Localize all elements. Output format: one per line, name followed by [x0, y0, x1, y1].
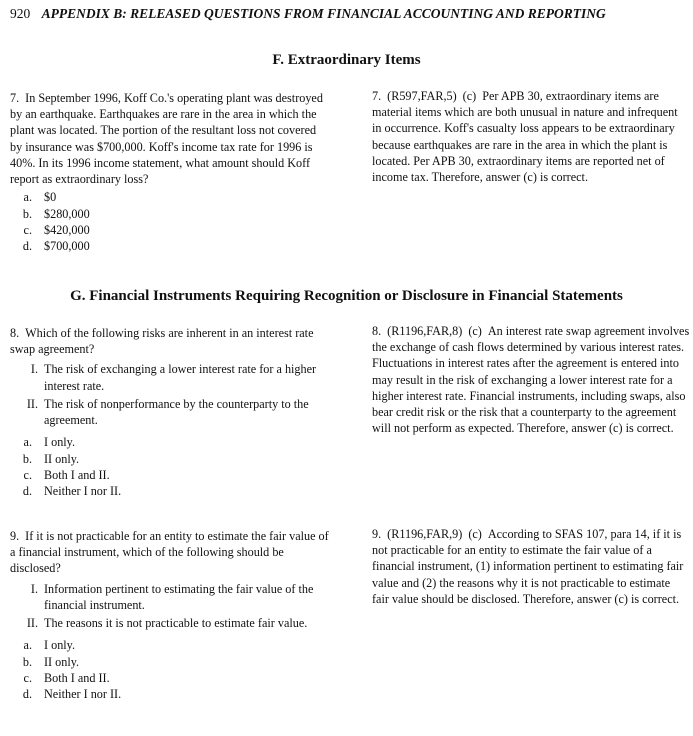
choice-text: II only.	[44, 451, 80, 466]
choice-text: $0	[44, 190, 57, 205]
question-8-choices	[10, 434, 330, 500]
answer-8	[372, 323, 690, 436]
statement-item	[10, 581, 330, 613]
statement-text: The reasons it is not practicable to estimate fair value.	[44, 616, 308, 631]
choice-item	[10, 189, 330, 205]
question-9-statements	[10, 581, 330, 632]
question-7	[10, 90, 330, 255]
answer-9-explanation: According to SFAS 107, para 14, if it is not practicable for an entity to estimate the fair value of a financial instrument, (1) information pertinent to estimating fair value and (2) the reasons why it is not practicable to estimate fair value should be disclosed. Therefore, answer (c) is correct.	[372, 527, 684, 606]
choice-item	[10, 686, 330, 702]
statement-numeral: I.	[30, 362, 38, 377]
statement-numeral: I.	[30, 581, 38, 596]
answer-8-letter: (c)	[468, 324, 482, 338]
question-8-text	[10, 325, 330, 357]
choice-letter: d.	[22, 687, 32, 702]
answer-9-number: 9.	[372, 527, 382, 541]
statement-numeral: II.	[26, 616, 38, 631]
question-8-stem: Which of the following risks are inherent in an interest rate swap agreement?	[10, 326, 314, 357]
answer-7-text	[372, 88, 690, 185]
statement-item	[10, 615, 330, 631]
statement-item	[10, 361, 330, 393]
choice-text: Both I and II.	[44, 468, 110, 483]
choice-item	[10, 206, 330, 222]
choice-letter: a.	[23, 435, 32, 450]
answer-9-text	[372, 526, 690, 607]
choice-letter: b.	[22, 206, 32, 221]
choice-item	[10, 467, 330, 483]
question-7-stem: In September 1996, Koff Co.'s operating plant was destroyed by an earthquake. Earthquakes are rare in the area in which the plant was located. The portion of the resultant loss not covered by insurance was $700,000. Koff's income tax rate for 1996 is 40%. In its 1996 income statement, what amount should Koff report as extraordinary loss?	[10, 91, 323, 187]
answer-7	[372, 88, 690, 185]
running-header	[10, 6, 690, 22]
page-number: 920	[10, 6, 31, 21]
choice-letter: b.	[22, 451, 32, 466]
choice-text: II only.	[44, 654, 80, 669]
choice-letter: a.	[23, 190, 32, 205]
answer-7-letter: (c)	[462, 89, 477, 103]
statement-text: The risk of exchanging a lower interest rate for a higher interest rate.	[44, 362, 317, 393]
answer-7-explanation: Per APB 30, extraordinary items are material items which are both unusual in nature and infrequent in occurrence. Koff's casualty loss appears to be extraordinary because earthquakes are rare in the area in which the plant is located. Per APB 30, extraordinary items are reported net of income tax. Therefore, answer (c) is correct.	[372, 89, 678, 185]
choice-text: $280,000	[44, 206, 90, 221]
question-8	[10, 325, 330, 500]
question-9-choices	[10, 637, 330, 703]
choice-letter: b.	[22, 654, 32, 669]
choice-text: $700,000	[44, 239, 90, 254]
choice-text: Both I and II.	[44, 671, 110, 686]
question-8-number: 8.	[10, 326, 20, 340]
choice-text: I only.	[44, 435, 76, 450]
question-9-stem: If it is not practicable for an entity to estimate the fair value of a financial instrument, which of the following should be disclosed?	[10, 529, 329, 576]
choice-text: I only.	[44, 638, 76, 653]
answer-9-reference: (R1196,FAR,9)	[387, 527, 463, 541]
statement-text: Information pertinent to estimating the fair value of the financial instrument.	[44, 581, 314, 612]
question-9-text	[10, 528, 330, 577]
choice-letter: c.	[23, 468, 32, 483]
choice-text: $420,000	[44, 223, 90, 238]
question-7-text	[10, 90, 330, 187]
section-title-f: F. Extraordinary Items	[272, 52, 421, 68]
appendix-title: APPENDIX B: RELEASED QUESTIONS FROM FINANCIAL ACCOUNTING AND REPORTING	[41, 6, 606, 21]
choice-letter: c.	[23, 223, 32, 238]
answer-8-number: 8.	[372, 324, 382, 338]
choice-item	[10, 654, 330, 670]
choice-item	[10, 670, 330, 686]
statement-item	[10, 396, 330, 428]
question-7-choices	[10, 189, 330, 255]
answer-8-text	[372, 323, 690, 436]
choice-letter: a.	[23, 638, 32, 653]
answer-8-reference: (R1196,FAR,8)	[387, 324, 463, 338]
statement-numeral: II.	[26, 396, 38, 411]
choice-item	[10, 451, 330, 467]
choice-text: Neither I nor II.	[44, 687, 122, 702]
choice-item	[10, 238, 330, 254]
question-7-number: 7.	[10, 91, 20, 105]
answer-7-number: 7.	[372, 89, 382, 103]
question-8-statements	[10, 361, 330, 428]
choice-item	[10, 637, 330, 653]
section-title-g: G. Financial Instruments Requiring Recognition or Disclosure in Financial Statements	[70, 288, 623, 304]
choice-letter: c.	[23, 671, 32, 686]
choice-item	[10, 483, 330, 499]
answer-9-letter: (c)	[468, 527, 482, 541]
question-9-number: 9.	[10, 529, 20, 543]
choice-item	[10, 222, 330, 238]
choice-letter: d.	[22, 484, 32, 499]
statement-text: The risk of nonperformance by the counterparty to the agreement.	[44, 396, 309, 428]
choice-item	[10, 434, 330, 450]
answer-7-reference: (R597,FAR,5)	[387, 89, 457, 103]
question-9	[10, 528, 330, 703]
choice-text: Neither I nor II.	[44, 484, 122, 499]
answer-9	[372, 526, 690, 607]
choice-letter: d.	[22, 239, 32, 254]
answer-8-explanation: An interest rate swap agreement involves the exchange of cash flows determined by various interest rates. Fluctuations in interest rates after the agreement is entered into may result in the risk of exchanging a lower interest rate for a higher interest rate. Financial instruments, including swaps, also bear credit risk or the risk that a counterparty to the agreement will not perform as expected. Therefore, answer (c) is correct.	[372, 324, 690, 436]
